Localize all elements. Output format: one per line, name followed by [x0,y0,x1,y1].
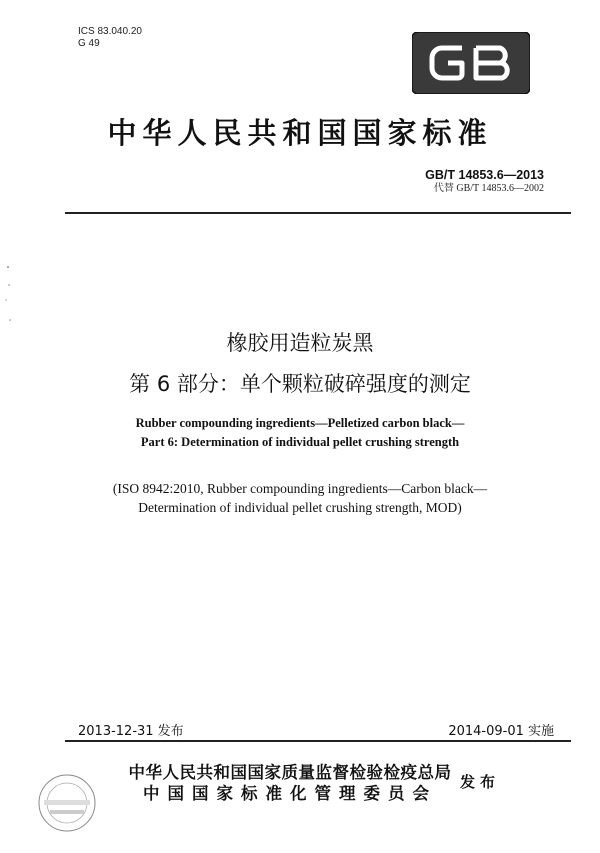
english-title-line2: Part 6: Determination of individual pellet crushing strength [140,435,460,449]
standard-number-block [425,168,544,195]
english-title-line1: Rubber compounding ingredients—Pelletized carbon black— [135,416,465,430]
national-standard-title: 中华人民共和国国家标准 [107,116,493,150]
chinese-title-line2: 第 6 部分：单个颗粒破碎强度的测定 [129,372,471,396]
issue-action: 发布 [460,773,501,791]
ics-code: ICS 83.040.20 [78,26,142,37]
chinese-title-line1: 橡胶用造粒炭黑 [226,331,374,355]
publish-date: 2013-12-31 发布 [78,724,184,739]
replaces-standard: 代替 GB/T 14853.6—2002 [433,183,544,194]
iso-reference-line2: Determination of individual pellet crushing strength, MOD) [138,500,462,515]
standard-number: GB/T 14853.6—2013 [425,168,544,182]
classification-codes [78,26,142,50]
issuer-line2: 中国国家标准化管理委员会 [143,784,437,803]
gb-logo-icon [412,32,530,94]
implement-date: 2014-09-01 实施 [448,724,554,739]
bottom-divider [65,740,571,742]
iso-reference-line1: (ISO 8942:2010, Rubber compounding ingredients—Carbon black— [112,481,488,496]
top-divider [65,212,571,214]
ccs-code: G 49 [78,38,100,49]
issuer-line1: 中华人民共和国国家质量监督检验检疫总局 [128,763,452,782]
